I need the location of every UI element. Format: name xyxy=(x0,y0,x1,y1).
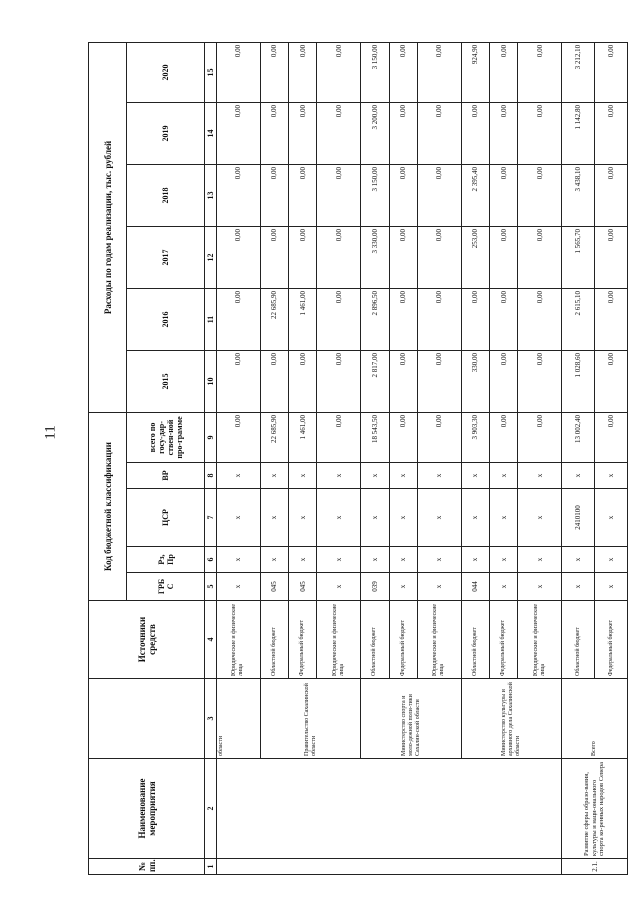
cell-year: 0,00 xyxy=(490,42,518,102)
header-years-title: Расходы по годам реализации, тыс. рублей xyxy=(89,42,127,412)
row-executor: Министерство культуры и архивного дела Сахалинской области xyxy=(461,679,561,759)
column-index: 14 xyxy=(205,102,217,164)
cell-year: 2 395,40 xyxy=(461,164,489,226)
cell-grbs: 044 xyxy=(461,573,489,601)
cell-csr: х xyxy=(461,489,489,547)
header-year: 2018 xyxy=(127,164,205,226)
header-budget-classification: Код бюджетной классификации xyxy=(89,412,127,600)
cell-rz: х xyxy=(217,547,261,573)
cell-vr: х xyxy=(562,463,595,489)
cell-year: 0,00 xyxy=(461,288,489,350)
cell-vr: х xyxy=(317,463,361,489)
cell-csr: х xyxy=(260,489,288,547)
cell-year: 0,00 xyxy=(389,42,417,102)
cell-year: 0,00 xyxy=(317,350,361,412)
table-row xyxy=(361,42,389,874)
cell-grbs: х xyxy=(389,573,417,601)
cell-year: 0,00 xyxy=(417,350,461,412)
cell-vr: х xyxy=(260,463,288,489)
table-row xyxy=(260,42,288,874)
cell-total: 22 685,90 xyxy=(260,412,288,462)
cell-year: 0,00 xyxy=(317,42,361,102)
cell-year: 0,00 xyxy=(595,102,628,164)
cell-year: 3 150,00 xyxy=(361,164,389,226)
cell-rz: х xyxy=(518,547,562,573)
cell-vr: х xyxy=(289,463,317,489)
cell-year: 0,00 xyxy=(595,288,628,350)
cell-year: 0,00 xyxy=(518,350,562,412)
row-source: Юридические и физические лица xyxy=(518,601,562,679)
cell-year: 3 330,00 xyxy=(361,226,389,288)
cell-year: 0,00 xyxy=(417,288,461,350)
row-source: Федеральный бюджет xyxy=(389,601,417,679)
cell-year: 0,00 xyxy=(461,102,489,164)
cell-total: 0,00 xyxy=(595,412,628,462)
budget-table xyxy=(88,42,628,875)
cell-year: 0,00 xyxy=(417,102,461,164)
header-vr: ВР xyxy=(127,463,205,489)
cell-vr: х xyxy=(490,463,518,489)
cell-year: 0,00 xyxy=(260,350,288,412)
cell-grbs: х xyxy=(595,573,628,601)
cell-rz: х xyxy=(260,547,288,573)
cell-grbs: х xyxy=(490,573,518,601)
cell-csr: х xyxy=(361,489,389,547)
cell-year: 0,00 xyxy=(289,102,317,164)
cell-year: 1 461,00 xyxy=(289,288,317,350)
cell-year: 0,00 xyxy=(289,350,317,412)
row-executor: области xyxy=(217,679,261,759)
column-index: 3 xyxy=(205,679,217,759)
cell-year: 0,00 xyxy=(518,164,562,226)
header-year: 2015 xyxy=(127,350,205,412)
cell-year: 924,90 xyxy=(461,42,489,102)
column-index: 10 xyxy=(205,350,217,412)
cell-year: 0,00 xyxy=(595,164,628,226)
cell-year: 0,00 xyxy=(217,42,261,102)
cell-csr: х xyxy=(595,489,628,547)
column-index: 15 xyxy=(205,42,217,102)
cell-total: 0,00 xyxy=(518,412,562,462)
cell-vr: х xyxy=(217,463,261,489)
cell-year: 0,00 xyxy=(595,350,628,412)
cell-year: 3 150,00 xyxy=(361,42,389,102)
cell-year: 0,00 xyxy=(289,42,317,102)
cell-csr: х xyxy=(417,489,461,547)
cell-total: 0,00 xyxy=(417,412,461,462)
header-executor xyxy=(89,679,205,759)
cell-grbs: 039 xyxy=(361,573,389,601)
column-index: 12 xyxy=(205,226,217,288)
row-num xyxy=(217,859,562,875)
cell-year: 0,00 xyxy=(389,164,417,226)
cell-year: 2 615,10 xyxy=(562,288,595,350)
column-index: 4 xyxy=(205,601,217,679)
column-index: 6 xyxy=(205,547,217,573)
column-index: 13 xyxy=(205,164,217,226)
cell-grbs: х xyxy=(317,573,361,601)
cell-rz: х xyxy=(289,547,317,573)
cell-year: 0,00 xyxy=(595,226,628,288)
cell-year: 3 212,10 xyxy=(562,42,595,102)
cell-vr: х xyxy=(389,463,417,489)
header-year: 2016 xyxy=(127,288,205,350)
row-source: Федеральный бюджет xyxy=(490,601,518,679)
cell-year: 0,00 xyxy=(217,102,261,164)
cell-csr: х xyxy=(518,489,562,547)
cell-year: 0,00 xyxy=(217,350,261,412)
cell-year: 3 200,00 xyxy=(361,102,389,164)
row-source: Юридические и физические лица xyxy=(217,601,261,679)
cell-rz: х xyxy=(389,547,417,573)
cell-total: 3 903,30 xyxy=(461,412,489,462)
row-source: Федеральный бюджет xyxy=(595,601,628,679)
cell-year: 0,00 xyxy=(217,288,261,350)
cell-csr: х xyxy=(389,489,417,547)
row-num: 2.1. xyxy=(562,859,628,875)
cell-grbs: х xyxy=(217,573,261,601)
column-index: 1 xyxy=(205,859,217,875)
row-source: Областной бюджет xyxy=(562,601,595,679)
cell-csr: 2410100 xyxy=(562,489,595,547)
cell-year: 0,00 xyxy=(260,226,288,288)
cell-year: 330,00 xyxy=(461,350,489,412)
cell-csr: х xyxy=(317,489,361,547)
cell-year: 0,00 xyxy=(518,102,562,164)
cell-csr: х xyxy=(289,489,317,547)
table-row xyxy=(461,42,489,874)
cell-year: 3 438,10 xyxy=(562,164,595,226)
cell-year: 0,00 xyxy=(260,164,288,226)
cell-csr: х xyxy=(490,489,518,547)
cell-year: 0,00 xyxy=(217,226,261,288)
header-name: Наименование мероприятия xyxy=(89,759,205,859)
cell-year: 0,00 xyxy=(490,226,518,288)
cell-rz: х xyxy=(461,547,489,573)
cell-year: 0,00 xyxy=(595,42,628,102)
cell-vr: х xyxy=(461,463,489,489)
header-grbs: ГРБ С xyxy=(127,573,205,601)
cell-year: 1 028,60 xyxy=(562,350,595,412)
cell-total: 1 461,00 xyxy=(289,412,317,462)
cell-vr: х xyxy=(518,463,562,489)
cell-rz: х xyxy=(490,547,518,573)
cell-rz: х xyxy=(562,547,595,573)
cell-year: 1 142,80 xyxy=(562,102,595,164)
header-year: 2019 xyxy=(127,102,205,164)
cell-year: 0,00 xyxy=(389,288,417,350)
cell-rz: х xyxy=(417,547,461,573)
header-num: № пп. xyxy=(89,859,205,875)
cell-year: 0,00 xyxy=(289,164,317,226)
row-name: Развитие сферы образо-вания, культуры и наци-онального спорта ко-ренных народов Севера xyxy=(562,759,628,859)
cell-year: 0,00 xyxy=(490,102,518,164)
row-source: Федеральный бюджет xyxy=(289,601,317,679)
row-source: Областной бюджет xyxy=(461,601,489,679)
cell-year: 0,00 xyxy=(417,164,461,226)
row-source: Областной бюджет xyxy=(260,601,288,679)
cell-rz: х xyxy=(595,547,628,573)
row-executor: Правительство Сахалинской области xyxy=(260,679,360,759)
cell-grbs: х xyxy=(518,573,562,601)
cell-rz: х xyxy=(361,547,389,573)
cell-year: 0,00 xyxy=(260,42,288,102)
cell-year: 1 565,70 xyxy=(562,226,595,288)
cell-year: 0,00 xyxy=(217,164,261,226)
header-rz-pr: Рз, Пр xyxy=(127,547,205,573)
cell-year: 0,00 xyxy=(389,350,417,412)
cell-year: 0,00 xyxy=(490,288,518,350)
cell-grbs: 045 xyxy=(289,573,317,601)
column-index: 2 xyxy=(205,759,217,859)
cell-vr: х xyxy=(417,463,461,489)
header-source: Источники средств xyxy=(89,601,205,679)
header-total: всего по госу-дар-ствен-ной про-грамме xyxy=(127,412,205,462)
cell-rz: х xyxy=(317,547,361,573)
cell-year: 2 817,00 xyxy=(361,350,389,412)
page-number: 11 xyxy=(42,425,59,440)
row-name xyxy=(217,759,562,859)
table-row xyxy=(562,42,595,874)
cell-total: 13 002,40 xyxy=(562,412,595,462)
cell-year: 0,00 xyxy=(289,226,317,288)
row-source: Юридические и физические лица xyxy=(417,601,461,679)
row-source: Юридические и физические лица xyxy=(317,601,361,679)
cell-total: 0,00 xyxy=(317,412,361,462)
column-index: 7 xyxy=(205,489,217,547)
cell-year: 0,00 xyxy=(490,164,518,226)
cell-year: 0,00 xyxy=(518,288,562,350)
cell-year: 0,00 xyxy=(518,226,562,288)
header-year: 2017 xyxy=(127,226,205,288)
cell-year: 2 896,50 xyxy=(361,288,389,350)
cell-year: 0,00 xyxy=(389,102,417,164)
column-index: 5 xyxy=(205,573,217,601)
cell-vr: х xyxy=(595,463,628,489)
column-index: 8 xyxy=(205,463,217,489)
cell-year: 0,00 xyxy=(417,42,461,102)
cell-vr: х xyxy=(361,463,389,489)
cell-grbs: х xyxy=(562,573,595,601)
cell-total: 18 543,50 xyxy=(361,412,389,462)
cell-total: 0,00 xyxy=(217,412,261,462)
cell-year: 0,00 xyxy=(317,164,361,226)
cell-grbs: х xyxy=(417,573,461,601)
cell-grbs: 045 xyxy=(260,573,288,601)
cell-year: 0,00 xyxy=(260,102,288,164)
row-source: Областной бюджет xyxy=(361,601,389,679)
row-executor: Всего xyxy=(562,679,628,759)
cell-year: 22 685,90 xyxy=(260,288,288,350)
header-csr: ЦСР xyxy=(127,489,205,547)
cell-year: 0,00 xyxy=(317,102,361,164)
cell-year: 0,00 xyxy=(317,288,361,350)
header-year: 2020 xyxy=(127,42,205,102)
table-row xyxy=(217,42,261,874)
cell-csr: х xyxy=(217,489,261,547)
budget-table-rotated xyxy=(88,43,628,875)
cell-year: 0,00 xyxy=(518,42,562,102)
cell-year: 253,00 xyxy=(461,226,489,288)
cell-year: 0,00 xyxy=(417,226,461,288)
cell-year: 0,00 xyxy=(317,226,361,288)
cell-total: 0,00 xyxy=(490,412,518,462)
column-index: 11 xyxy=(205,288,217,350)
column-index: 9 xyxy=(205,412,217,462)
cell-year: 0,00 xyxy=(490,350,518,412)
cell-year: 0,00 xyxy=(389,226,417,288)
row-executor: Министерство спорта и моло-дежной поли-тики Сахалин-ской области xyxy=(361,679,461,759)
cell-total: 0,00 xyxy=(389,412,417,462)
